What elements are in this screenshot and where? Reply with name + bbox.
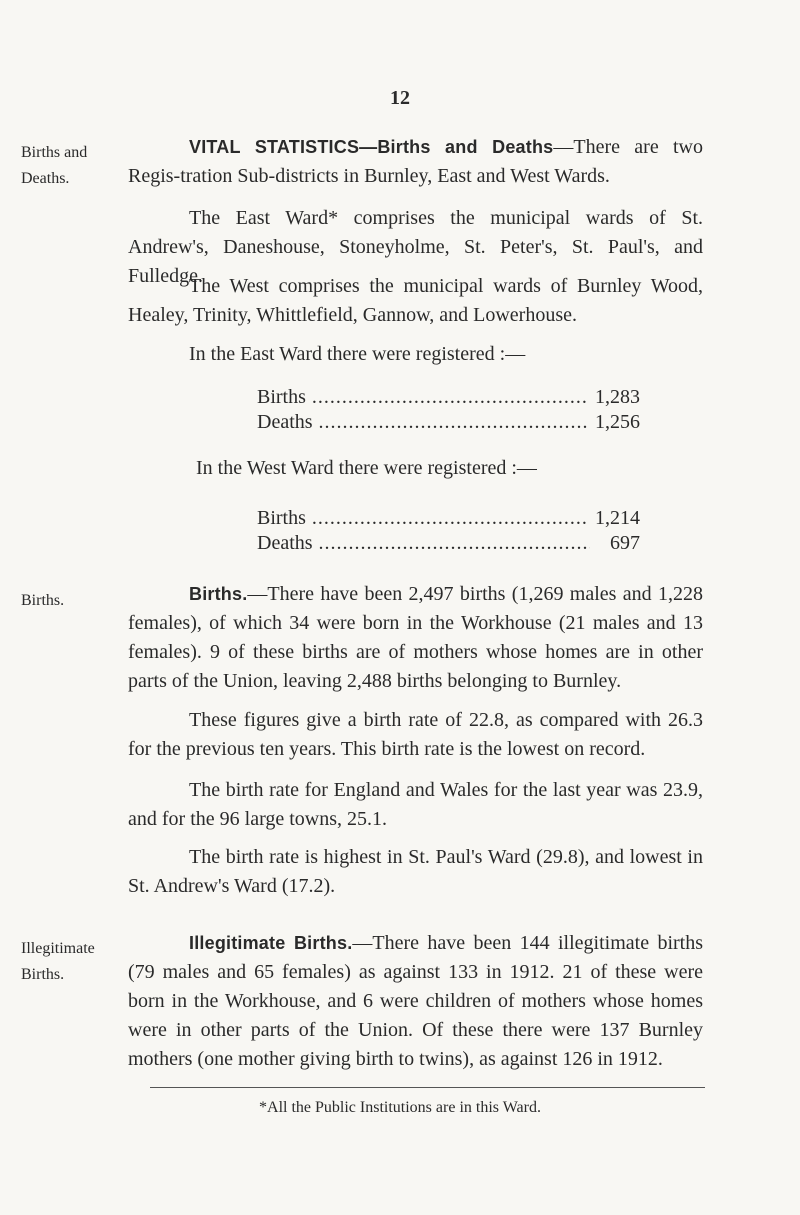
margin-note-line: Illegitimate	[21, 940, 95, 957]
margin-note-births	[21, 588, 131, 614]
east-deaths-label: Deaths	[257, 411, 313, 433]
east-deaths-row	[257, 410, 640, 434]
births-text: —There have been 2,497 births (1,269 males and 1,228 females), of which 34 were born in the Workhouse (21 males and 13 females). 9 of these births are of mothers whose homes are in other parts of the Union, leaving 2,488 births belonging to Burnley.	[128, 583, 703, 692]
births-paragraph	[128, 580, 703, 696]
west-births-value: 1,214	[595, 507, 640, 529]
east-registered-intro: In the East Ward there were registered :—	[189, 343, 526, 365]
margin-note-births-and-deaths	[21, 140, 131, 192]
vital-statistics-heading: VITAL STATISTICS—Births and Deaths	[189, 137, 554, 157]
dot-leader	[319, 531, 590, 555]
vital-statistics-text: —There are two Regis-tration Sub-districts in Burnley, East and West Wards.	[128, 136, 704, 187]
margin-note-line: Births.	[21, 592, 65, 609]
dot-leader	[312, 506, 589, 530]
east-births-value: 1,283	[595, 386, 640, 408]
east-births-row	[257, 385, 640, 409]
illegitimate-births-heading: Illegitimate Births.	[189, 933, 353, 953]
illegitimate-births-paragraph	[128, 929, 703, 1074]
dot-leader	[312, 385, 589, 409]
margin-note-line: Births and	[21, 144, 88, 161]
west-deaths-value: 697	[610, 532, 640, 554]
west-deaths-row	[257, 531, 640, 555]
england-wales-paragraph: The birth rate for England and Wales for the last year was 23.9, and for the 96 large towns, 25.1.	[128, 779, 703, 830]
margin-note-line: Deaths.	[21, 170, 70, 187]
dot-leader	[319, 410, 589, 434]
west-registered-intro: In the West Ward there were registered :—	[196, 457, 537, 479]
margin-note-line: Births.	[21, 966, 65, 983]
east-deaths-value: 1,256	[595, 411, 640, 433]
west-births-label: Births	[257, 507, 306, 529]
margin-note-illegitimate-births	[21, 936, 131, 988]
page-number: 12	[390, 87, 410, 109]
highest-birth-rate-paragraph: The birth rate is highest in St. Paul's Ward (29.8), and lowest in St. Andrew's Ward (17.2).	[128, 846, 703, 897]
births-heading: Births.	[189, 584, 248, 604]
west-deaths-label: Deaths	[257, 532, 313, 554]
birth-rate-paragraph: These figures give a birth rate of 22.8, as compared with 26.3 for the previous ten years. This birth rate is the lowest on record.	[128, 709, 703, 760]
footnote: *All the Public Institutions are in this Ward.	[259, 1099, 541, 1116]
west-ward-paragraph: The West comprises the municipal wards of Burnley Wood, Healey, Trinity, Whittlefield, Gannow, and Lowerhouse.	[128, 275, 703, 326]
footnote-rule	[150, 1087, 705, 1088]
illegitimate-births-text: —There have been 144 illegitimate births (79 males and 65 females) as against 133 in 1912. 21 of these were born in the Workhouse, and 6 were children of mothers whose homes were in other parts of the Union. Of these there were 137 Burnley mothers (one mother giving birth to twins), as against 126 in 1912.	[128, 932, 703, 1070]
west-births-row	[257, 506, 640, 530]
east-ward-paragraph: The East Ward* comprises the municipal wards of St. Andrew's, Daneshouse, Stoneyholme, St. Peter's, St. Paul's, and Fulledge.	[128, 207, 703, 287]
vital-statistics-paragraph	[128, 133, 703, 191]
east-births-label: Births	[257, 386, 306, 408]
